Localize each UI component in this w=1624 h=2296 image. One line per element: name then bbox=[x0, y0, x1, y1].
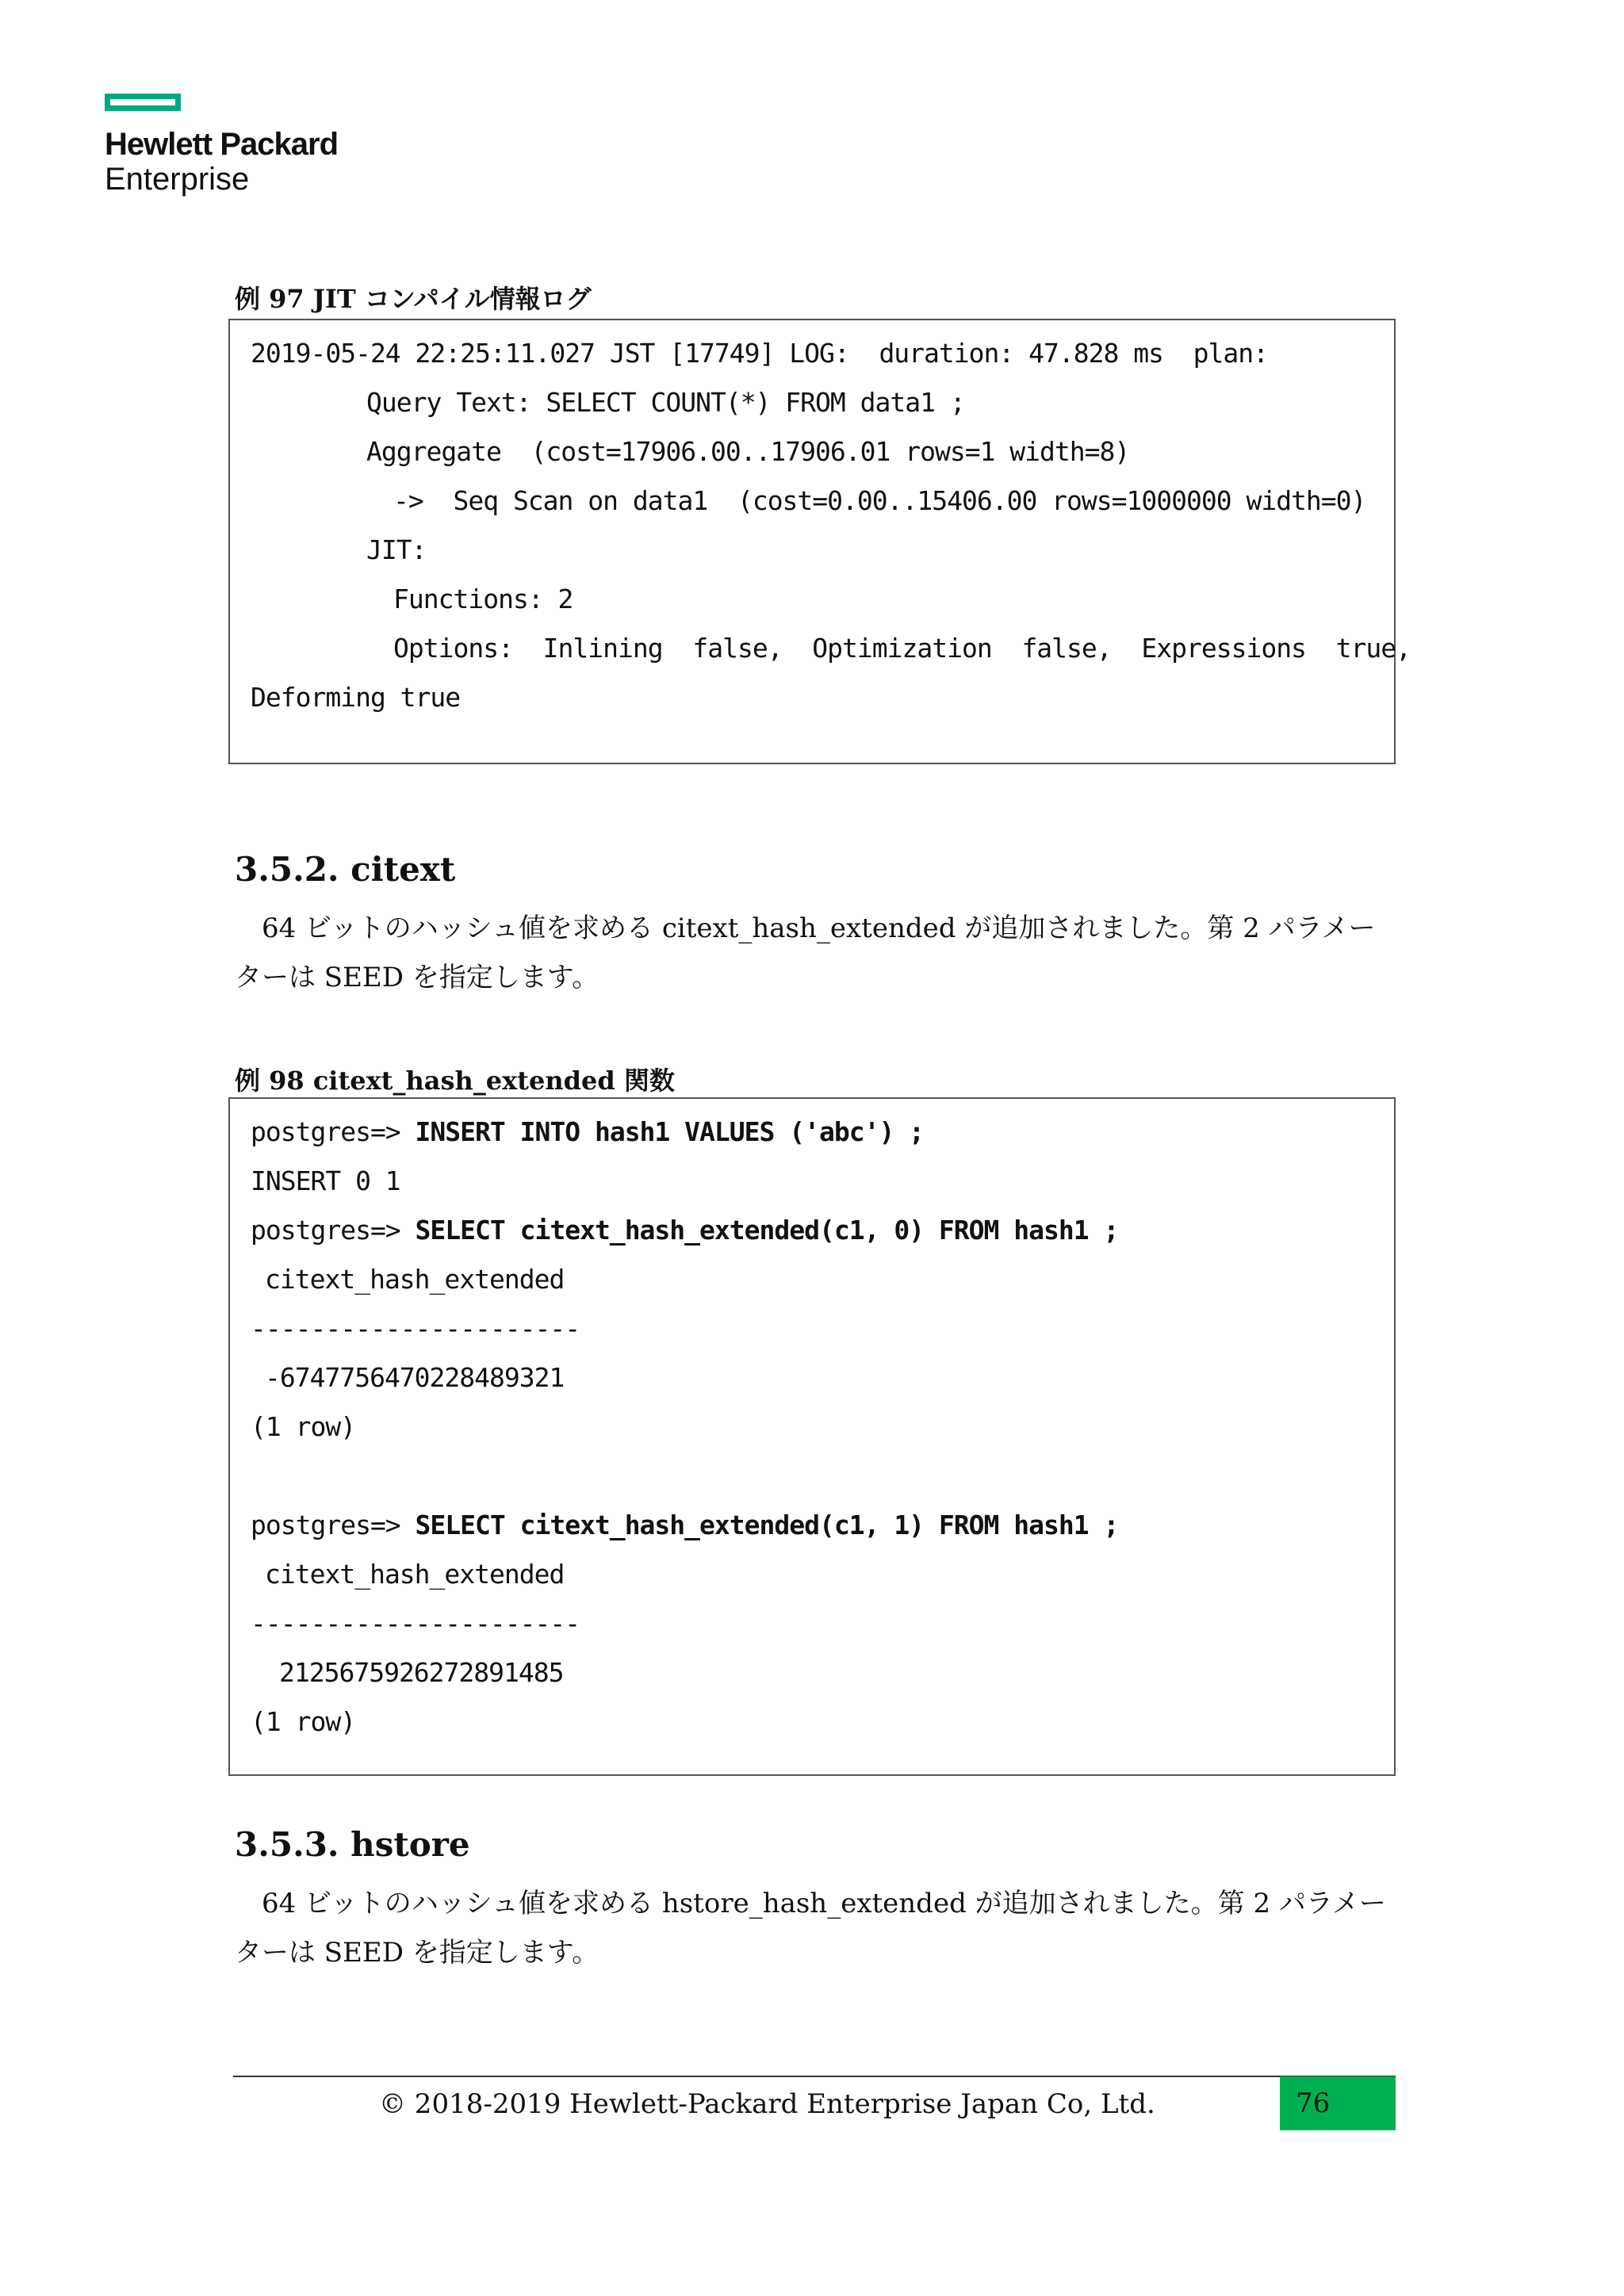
code-line bbox=[251, 1215, 1118, 1246]
sql-command: SELECT citext_hash_extended(c1, 0) FROM hash1 ; bbox=[415, 1215, 1119, 1246]
code-line: Deforming true bbox=[251, 682, 461, 713]
code-line: Query Text: SELECT COUNT(*) FROM data1 ; bbox=[366, 387, 965, 418]
code-line: Aggregate (cost=17906.00..17906.01 rows=1 width=8) bbox=[366, 436, 1130, 467]
code-line bbox=[251, 1116, 924, 1148]
example-98-code-box bbox=[228, 1097, 1396, 1776]
example-97-caption: 例 97 JIT コンパイル情報ログ bbox=[235, 284, 592, 314]
result-row-count: (1 row) bbox=[251, 1706, 356, 1737]
result-separator: ---------------------- bbox=[251, 1608, 580, 1639]
code-line: Functions: 2 bbox=[393, 584, 573, 614]
code-line bbox=[251, 1510, 1118, 1541]
footer-copyright: © 2018-2019 Hewlett-Packard Enterprise Japan Co, Ltd. bbox=[379, 2088, 1155, 2120]
result-separator: ---------------------- bbox=[251, 1313, 580, 1344]
example-97-code-box bbox=[228, 319, 1411, 764]
logo-mark bbox=[105, 94, 181, 111]
sql-command: SELECT citext_hash_extended(c1, 1) FROM hash1 ; bbox=[415, 1510, 1119, 1540]
section-heading-citext: 3.5.2. citext bbox=[235, 850, 456, 889]
logo-wordmark-line2: Enterprise bbox=[105, 162, 250, 197]
code-line: 2019-05-24 22:25:11.027 JST [17749] LOG: duration: 47.828 ms plan: bbox=[251, 338, 1269, 369]
psql-prompt: postgres=> bbox=[251, 1510, 416, 1540]
code-line: INSERT 0 1 bbox=[251, 1165, 400, 1196]
result-value: 2125675926272891485 bbox=[279, 1657, 564, 1688]
page-number: 76 bbox=[1296, 2087, 1331, 2119]
psql-prompt: postgres=> bbox=[251, 1215, 416, 1246]
section-paragraph-citext: 64 ビットのハッシュ値を求める citext_hash_extended が追加されました。第 2 パラメーターは SEED を指定します。 bbox=[235, 913, 1376, 993]
result-column-header: citext_hash_extended bbox=[265, 1559, 565, 1590]
code-line: -> Seq Scan on data1 (cost=0.00..15406.00 rows=1000000 width=0) bbox=[393, 485, 1366, 516]
section-heading-hstore: 3.5.3. hstore bbox=[235, 1825, 470, 1864]
psql-prompt: postgres=> bbox=[251, 1116, 416, 1147]
example-98-caption: 例 98 citext_hash_extended 関数 bbox=[235, 1066, 675, 1096]
section-paragraph-hstore: 64 ビットのハッシュ値を求める hstore_hash_extended が追加されました。第 2 パラメーターは SEED を指定します。 bbox=[235, 1888, 1386, 1969]
result-row-count: (1 row) bbox=[251, 1411, 356, 1442]
code-line: JIT: bbox=[366, 534, 427, 565]
result-value: -6747756470228489321 bbox=[265, 1362, 565, 1393]
code-line: Options: Inlining false, Optimization false, Expressions true, bbox=[393, 633, 1411, 664]
page-number-box bbox=[1280, 2076, 1396, 2130]
logo-wordmark-line1: Hewlett Packard bbox=[105, 127, 339, 162]
sql-command: INSERT INTO hash1 VALUES ('abc') ; bbox=[415, 1116, 925, 1147]
footer-rule bbox=[233, 2076, 1396, 2077]
result-column-header: citext_hash_extended bbox=[265, 1264, 565, 1295]
hpe-logo bbox=[105, 94, 338, 197]
